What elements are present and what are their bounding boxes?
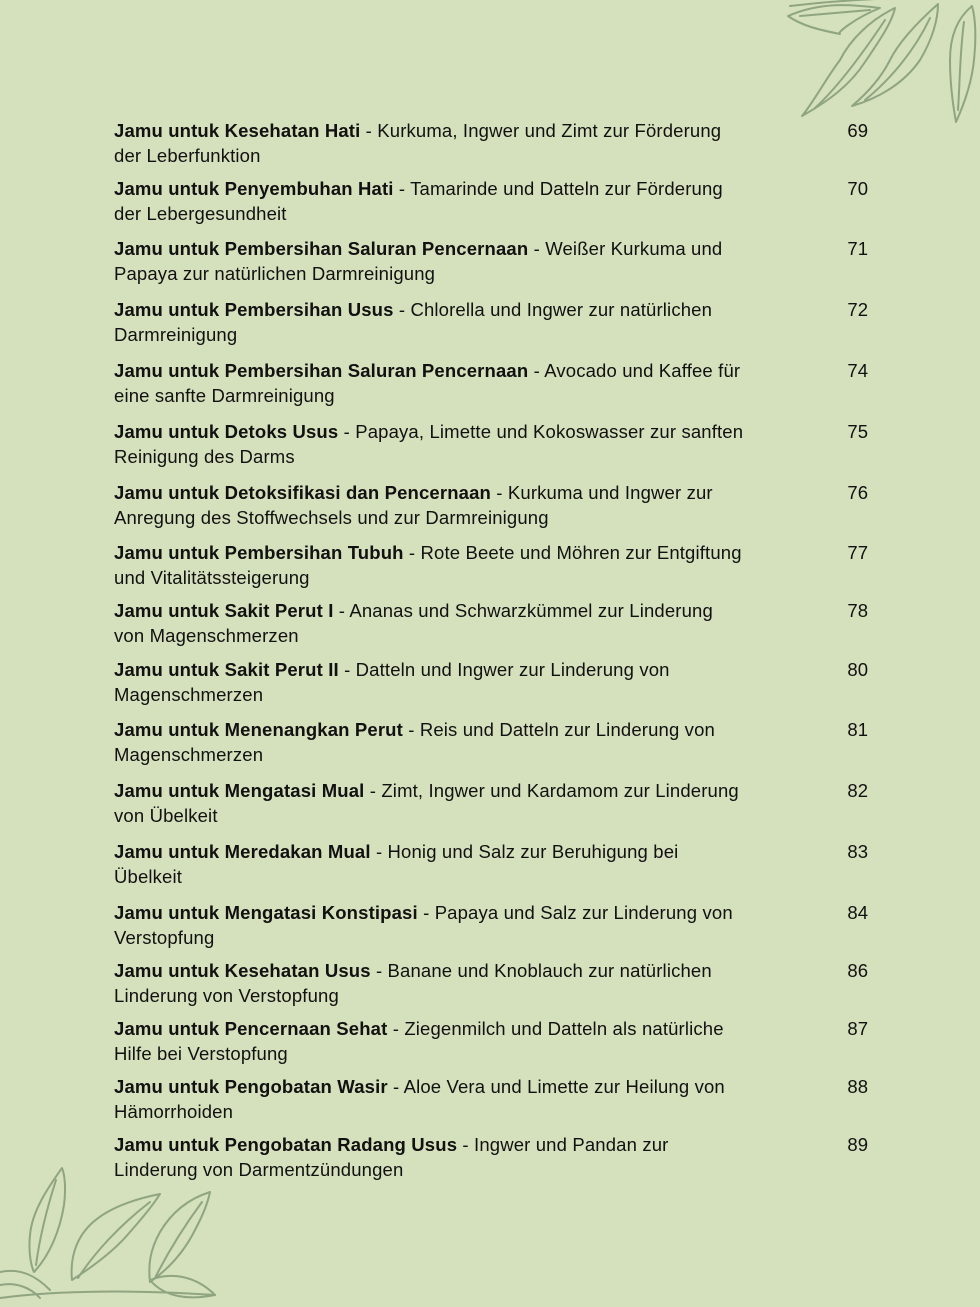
toc-page-number: 69 (847, 120, 868, 141)
toc-entry-title: Jamu untuk Sakit Perut I (114, 600, 334, 621)
toc-page-number: 87 (847, 1018, 868, 1039)
toc-entry[interactable] (114, 118, 868, 168)
toc-entry-title: Jamu untuk Menenangkan Perut (114, 719, 403, 740)
toc-entry-title: Jamu untuk Penyembuhan Hati (114, 178, 394, 199)
toc-page-number: 88 (847, 1076, 868, 1097)
toc-page-number: 83 (847, 841, 868, 862)
toc-entry-text (114, 900, 744, 950)
toc-separator: - (338, 659, 356, 680)
toc-entry-title: Jamu untuk Mengatasi Mual (114, 780, 365, 801)
toc-entry-text (114, 358, 744, 408)
toc-entry[interactable] (114, 839, 868, 889)
toc-entry-text (114, 958, 744, 1008)
toc-entry-description: Datteln und Ingwer zur Linderung von Magenschmerzen (114, 659, 670, 705)
toc-entry-text (114, 236, 744, 286)
toc-page-number: 76 (847, 482, 868, 503)
toc-separator: - (457, 1134, 475, 1155)
toc-separator: - (338, 421, 356, 442)
toc-entry-text (114, 717, 744, 767)
toc-entry-title: Jamu untuk Sakit Perut II (114, 659, 339, 680)
toc-entry[interactable] (114, 657, 868, 707)
toc-separator: - (370, 841, 388, 862)
toc-page-number: 75 (847, 421, 868, 442)
toc-page-number: 89 (847, 1134, 868, 1155)
toc-entry-text (114, 1016, 744, 1066)
toc-entry-title: Jamu untuk Detoks Usus (114, 421, 339, 442)
toc-entry-description: Tamarinde und Datteln zur Förderung der Lebergesundheit (114, 178, 723, 224)
toc-entry-title: Jamu untuk Pencernaan Sehat (114, 1018, 388, 1039)
toc-entry-description: Papaya, Limette und Kokoswasser zur sanften Reinigung des Darms (114, 421, 744, 467)
toc-entry-text (114, 297, 744, 347)
toc-entry-text (114, 480, 744, 530)
toc-entry-title: Jamu untuk Mengatasi Konstipasi (114, 902, 418, 923)
toc-page-number: 82 (847, 780, 868, 801)
toc-separator: - (528, 360, 545, 381)
toc-entry[interactable] (114, 598, 868, 648)
toc-page-number: 72 (847, 299, 868, 320)
toc-entry-text (114, 657, 744, 707)
toc-entry-text (114, 598, 744, 648)
toc-separator: - (333, 600, 350, 621)
toc-entry-description: Aloe Vera und Limette zur Heilung von Hämorrhoiden (114, 1076, 725, 1122)
toc-entry-text (114, 778, 744, 828)
toc-entry[interactable] (114, 1132, 868, 1182)
toc-entry-title: Jamu untuk Pembersihan Usus (114, 299, 394, 320)
toc-separator: - (364, 780, 382, 801)
toc-entry-title: Jamu untuk Kesehatan Usus (114, 960, 371, 981)
toc-entry-text (114, 419, 744, 469)
toc-entry-text (114, 540, 744, 590)
toc-entry[interactable] (114, 176, 868, 226)
toc-separator: - (403, 542, 421, 563)
toc-entry-description: Weißer Kurkuma und Papaya zur natürlichen Darmreinigung (114, 238, 723, 284)
toc-entry-title: Jamu untuk Meredakan Mual (114, 841, 371, 862)
toc-entry-description: Kurkuma und Ingwer zur Anregung des Stoffwechsels und zur Darmreinigung (114, 482, 713, 528)
toc-entry[interactable] (114, 540, 868, 590)
toc-entry-description: Chlorella und Ingwer zur natürlichen Darmreinigung (114, 299, 713, 345)
toc-separator: - (402, 719, 420, 740)
toc-entry-description: Avocado und Kaffee für eine sanfte Darmreinigung (114, 360, 741, 406)
toc-entry-title: Jamu untuk Detoksifikasi dan Pencernaan (114, 482, 491, 503)
toc-separator: - (393, 299, 411, 320)
toc-entry[interactable] (114, 778, 868, 828)
toc-entry[interactable] (114, 419, 868, 469)
toc-entry[interactable] (114, 900, 868, 950)
toc-entry[interactable] (114, 717, 868, 767)
toc-page-number: 77 (847, 542, 868, 563)
toc-page-number: 86 (847, 960, 868, 981)
toc-entry[interactable] (114, 958, 868, 1008)
toc-entry[interactable] (114, 1074, 868, 1124)
toc-entry[interactable] (114, 236, 868, 286)
toc-entry-description: Kurkuma, Ingwer und Zimt zur Förderung der Leberfunktion (114, 120, 722, 166)
toc-separator: - (417, 902, 435, 923)
toc-entry-description: Honig und Salz zur Beruhigung bei Übelkeit (114, 841, 679, 887)
toc-entry-text (114, 118, 744, 168)
toc-page-number: 80 (847, 659, 868, 680)
toc-entry-title: Jamu untuk Pengobatan Radang Usus (114, 1134, 458, 1155)
toc-entry[interactable] (114, 358, 868, 408)
toc-entry-description: Zimt, Ingwer und Kardamom zur Linderung von Übelkeit (114, 780, 739, 826)
toc-entry[interactable] (114, 480, 868, 530)
toc-entry-title: Jamu untuk Pembersihan Tubuh (114, 542, 404, 563)
toc-separator: - (393, 178, 411, 199)
toc-entry-title: Jamu untuk Kesehatan Hati (114, 120, 361, 141)
toc-separator: - (528, 238, 546, 259)
toc-entry-description: Banane und Knoblauch zur natürlichen Linderung von Verstopfung (114, 960, 712, 1006)
toc-page-number: 70 (847, 178, 868, 199)
leaf-branch-decoration-icon (0, 1160, 250, 1307)
toc-entry-title: Jamu untuk Pembersihan Saluran Pencernaan (114, 360, 529, 381)
toc-entry-title: Jamu untuk Pembersihan Saluran Pencernaan (114, 238, 529, 259)
toc-entry-description: Ziegenmilch und Datteln als natürliche Hilfe bei Verstopfung (114, 1018, 724, 1064)
toc-separator: - (387, 1018, 405, 1039)
toc-entry-description: Reis und Datteln zur Linderung von Magenschmerzen (114, 719, 715, 765)
toc-entry-title: Jamu untuk Pengobatan Wasir (114, 1076, 388, 1097)
toc-entry-text (114, 176, 744, 226)
toc-page-number: 78 (847, 600, 868, 621)
toc-separator: - (370, 960, 388, 981)
toc-page-number: 84 (847, 902, 868, 923)
toc-separator: - (491, 482, 508, 503)
leaf-branch-decoration-icon (780, 0, 980, 130)
toc-separator: - (360, 120, 378, 141)
toc-page-number: 81 (847, 719, 868, 740)
toc-entry[interactable] (114, 297, 868, 347)
toc-separator: - (387, 1076, 404, 1097)
toc-entry-text (114, 839, 744, 889)
toc-entry-description: Ingwer und Pandan zur Linderung von Darmentzündungen (114, 1134, 669, 1180)
toc-entry-text (114, 1074, 744, 1124)
toc-page-number: 74 (847, 360, 868, 381)
toc-entry-description: Rote Beete und Möhren zur Entgiftung und Vitalitätssteigerung (114, 542, 742, 588)
toc-entry[interactable] (114, 1016, 868, 1066)
toc-entry-description: Ananas und Schwarzkümmel zur Linderung von Magenschmerzen (114, 600, 713, 646)
toc-page-number: 71 (847, 238, 868, 259)
toc-entry-description: Papaya und Salz zur Linderung von Verstopfung (114, 902, 733, 948)
toc-entry-text (114, 1132, 744, 1182)
